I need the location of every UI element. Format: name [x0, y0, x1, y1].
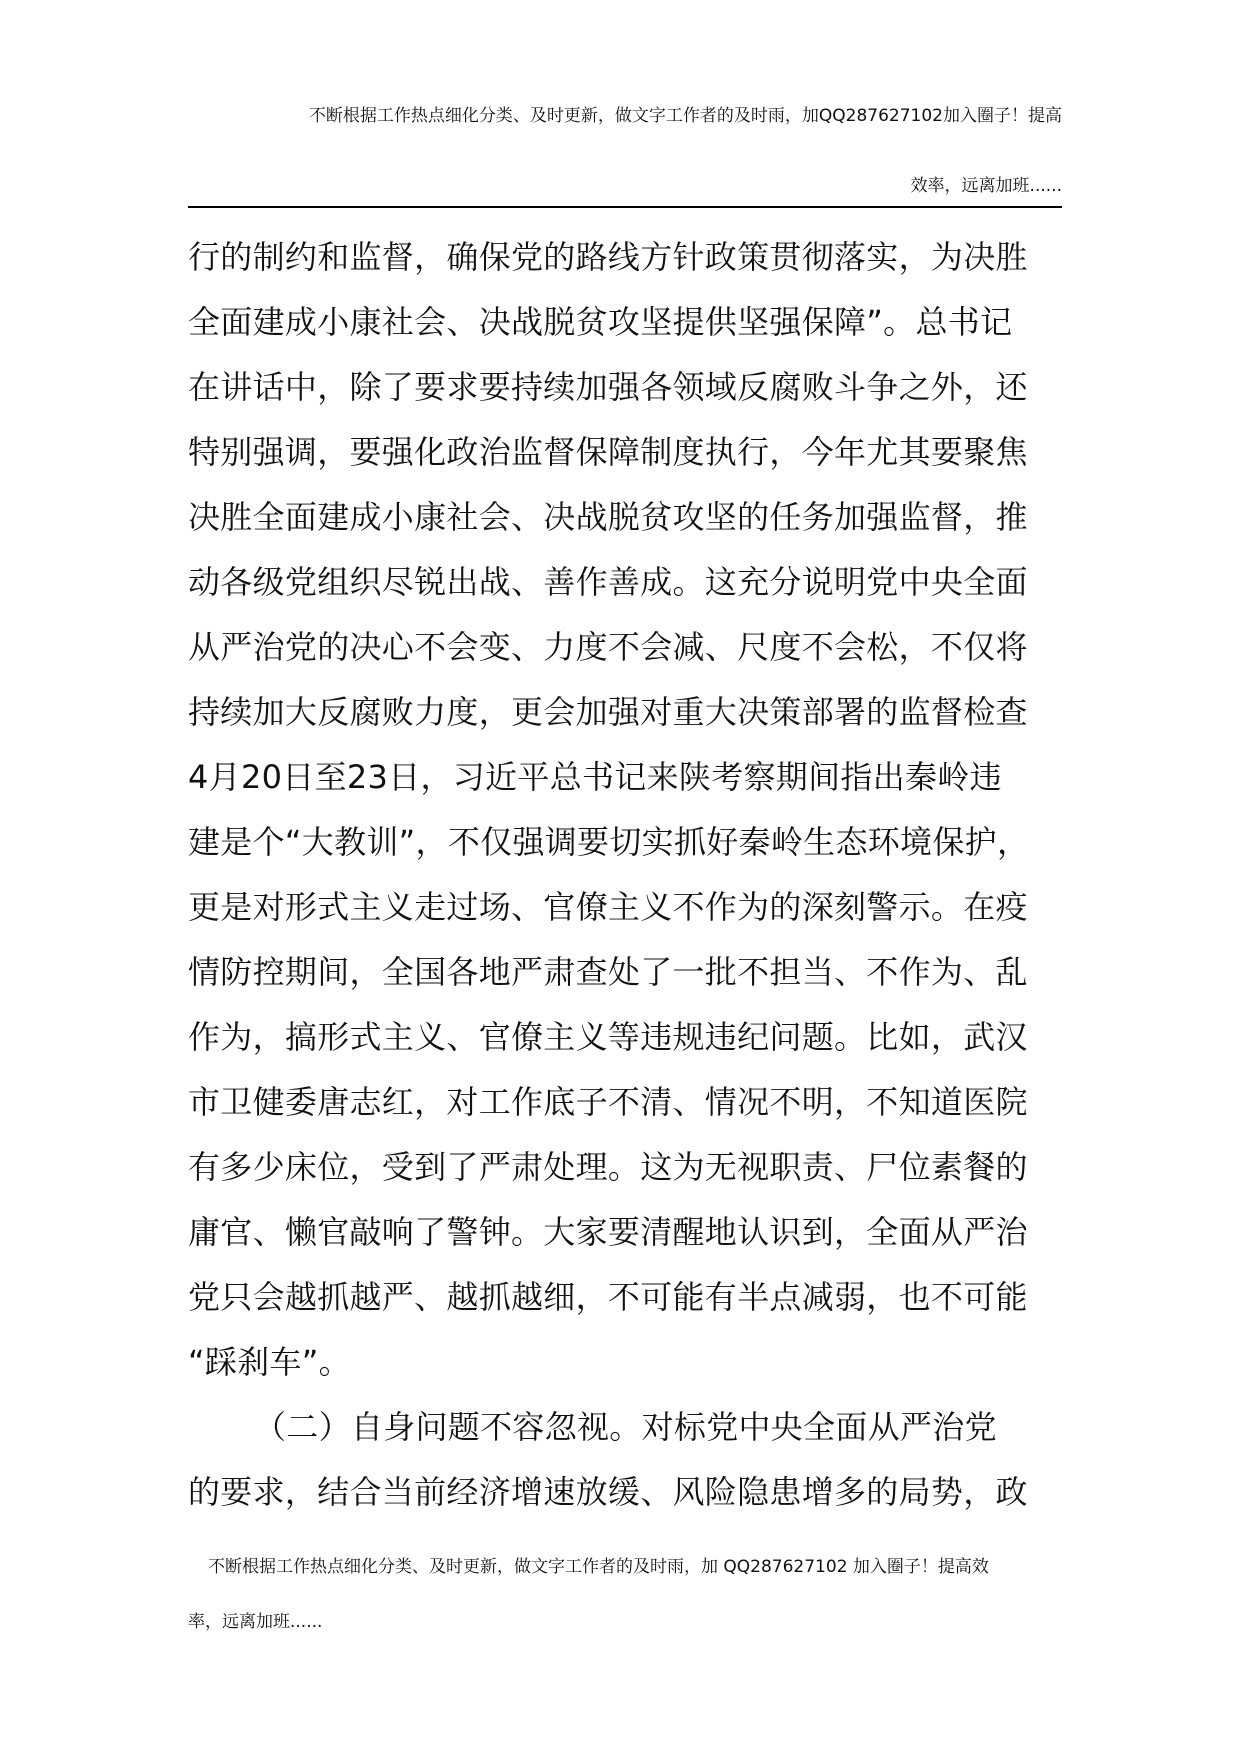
body-line: “踩刹车”。	[188, 1343, 351, 1381]
body-line: 决胜全面建成小康社会、决战脱贫攻坚的任务加强监督，推	[188, 498, 1028, 536]
header-line-1: 不断根据工作热点细化分类、及时更新，做文字工作者的及时雨，加QQ287627102加入圈子！提高	[308, 106, 1062, 126]
body-line: 从严治党的决心不会变、力度不会减、尺度不会松，不仅将	[188, 628, 1028, 666]
body-line: 党只会越抓越严、越抓越细，不可能有半点减弱，也不可能	[188, 1278, 1028, 1316]
body-line: 持续加大反腐败力度，更会加强对重大决策部署的监督检查	[188, 693, 1028, 731]
footer-line-2: 率，远离加班......	[188, 1612, 323, 1632]
page-header	[188, 104, 1062, 199]
body-line: 庸官、懒官敲响了警钟。大家要清醒地认识到，全面从严治	[188, 1213, 1028, 1251]
body-line: 在讲话中，除了要求要持续加强各领域反腐败斗争之外，还	[188, 368, 1028, 406]
body-line: 建是个“大教训”，不仅强调要切实抓好秦岭生态环境保护，	[188, 823, 1030, 861]
header-line-2: 效率，远离加班......	[910, 176, 1062, 196]
footer-line-1: 不断根据工作热点细化分类、及时更新，做文字工作者的及时雨，加 QQ287627102 加入圈子！提高效	[208, 1557, 989, 1577]
body-line: 动各级党组织尽锐出战、善作善成。这充分说明党中央全面	[188, 563, 1028, 601]
body-line: 特别强调，要强化政治监督保障制度执行，今年尤其要聚焦	[188, 433, 1028, 471]
body-line: 全面建成小康社会、决战脱贫攻坚提供坚强保障”。总书记	[188, 303, 1013, 341]
page-footer	[188, 1555, 1062, 1635]
header-divider	[188, 206, 1062, 208]
body-line: 的要求，结合当前经济增速放缓、风险隐患增多的局势，政	[188, 1473, 1028, 1511]
body-line: 情防控期间，全国各地严肃查处了一批不担当、不作为、乱	[188, 953, 1028, 991]
body-line: 市卫健委唐志红，对工作底子不清、情况不明，不知道医院	[188, 1083, 1028, 1121]
body-line: 更是对形式主义走过场、官僚主义不作为的深刻警示。在疫	[188, 888, 1028, 926]
section-heading-line: （二）自身问题不容忽视。对标党中央全面从严治党	[254, 1408, 997, 1446]
document-body	[188, 225, 1062, 1525]
body-line: 有多少床位，受到了严肃处理。这为无视职责、尸位素餐的	[188, 1148, 1028, 1186]
body-line: 4月20日至23日，习近平总书记来陕考察期间指出秦岭违	[188, 758, 1002, 796]
body-line: 作为，搞形式主义、官僚主义等违规违纪问题。比如，武汉	[188, 1018, 1028, 1056]
body-line: 行的制约和监督，确保党的路线方针政策贯彻落实，为决胜	[188, 238, 1028, 276]
